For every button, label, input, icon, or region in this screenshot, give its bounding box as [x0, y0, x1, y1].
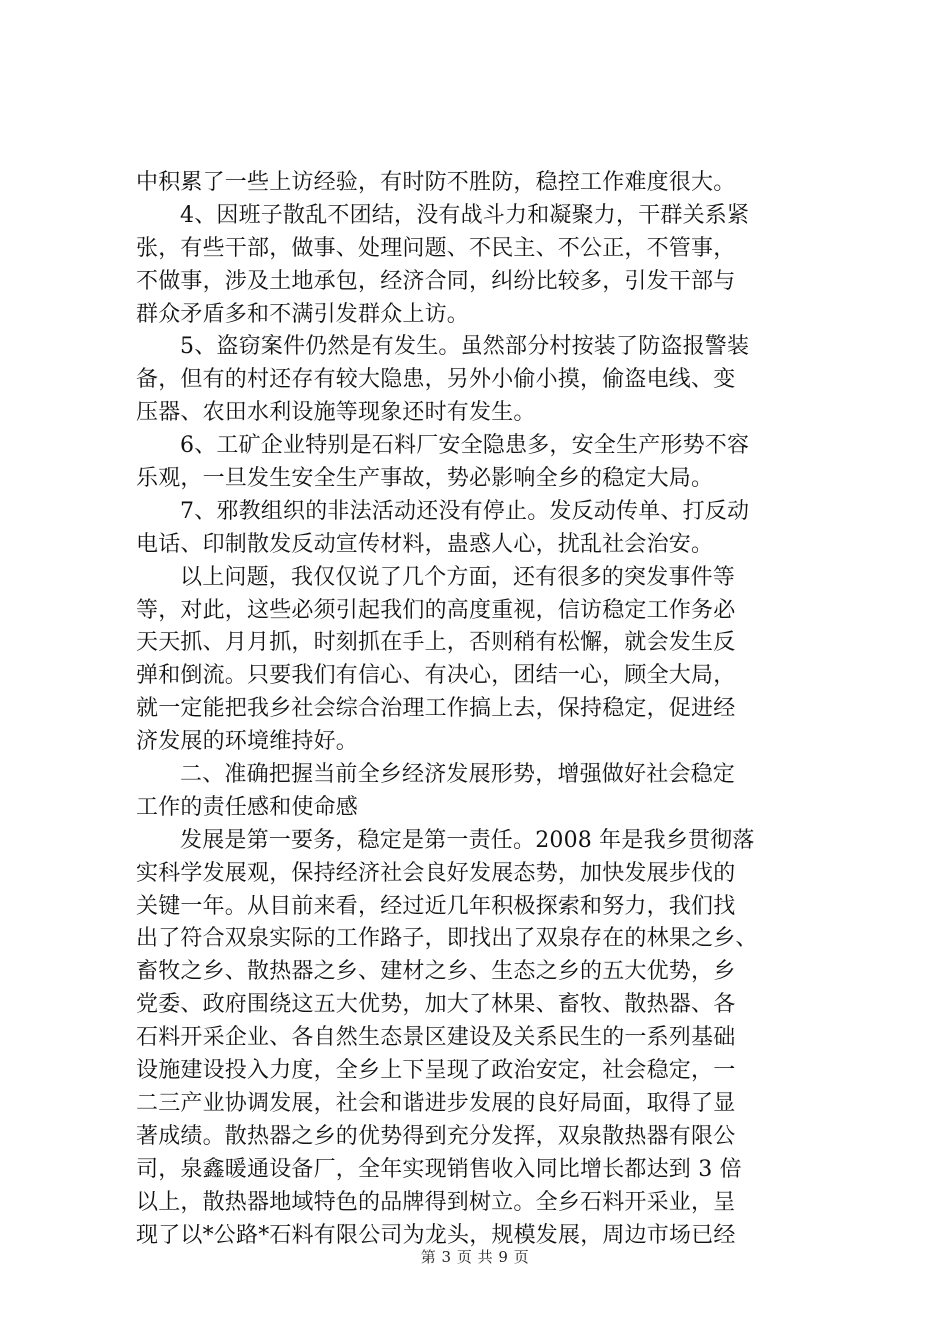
text-line: 不做事，涉及土地承包，经济合同，纠纷比较多，引发干部与: [136, 268, 736, 294]
text-line: 司，泉鑫暖通设备厂，全年实现销售收入同比增长都达到 3 倍: [136, 1156, 742, 1182]
text-line: 发展是第一要务，稳定是第一责任。2008 年是我乡贯彻落: [180, 827, 755, 853]
text-line: 就一定能把我乡社会综合治理工作搞上去，保持稳定，促进经: [136, 696, 736, 722]
text-line: 张，有些干部，做事、处理问题、不民主、不公正，不管事，: [136, 235, 736, 261]
text-line: 以上，散热器地域特色的品牌得到树立。全乡石料开采业，呈: [136, 1189, 736, 1215]
text-line: 5、盗窃案件仍然是有发生。虽然部分村按装了防盗报警装: [180, 334, 750, 360]
text-line: 群众矛盾多和不满引发群众上访。: [136, 301, 470, 327]
text-line: 现了以*公路*石料有限公司为龙头，规模发展，周边市场已经: [136, 1222, 736, 1248]
text-line: 电话、印制散发反动宣传材料，蛊惑人心，扰乱社会治安。: [136, 531, 714, 557]
text-line: 实科学发展观，保持经济社会良好发展态势，加快发展步伐的: [136, 860, 736, 886]
text-line: 乐观，一旦发生安全生产事故，势必影响全乡的稳定大局。: [136, 466, 714, 492]
text-line: 以上问题，我仅仅说了几个方面，还有很多的突发事件等: [180, 564, 736, 590]
page-footer: 第 3 页 共 9 页: [420, 1248, 530, 1266]
text-line: 压器、农田水利设施等现象还时有发生。: [136, 400, 536, 426]
text-line: 石料开采企业、各自然生态景区建设及关系民生的一系列基础: [136, 1025, 736, 1051]
text-line: 出了符合双泉实际的工作路子，即找出了双泉存在的林果之乡、: [136, 926, 758, 952]
text-line: 等，对此，这些必须引起我们的高度重视，信访稳定工作务必: [136, 597, 736, 623]
text-line: 备，但有的村还存有较大隐患，另外小偷小摸，偷盗电线、变: [136, 367, 736, 393]
text-line: 畜牧之乡、散热器之乡、建材之乡、生态之乡的五大优势，乡: [136, 959, 736, 985]
text-line: 7、邪教组织的非法活动还没有停止。发反动传单、打反动: [180, 498, 750, 524]
text-line: 4、因班子散乱不团结，没有战斗力和凝聚力，干群关系紧: [180, 202, 750, 228]
text-line: 著成绩。散热器之乡的优势得到充分发挥，双泉散热器有限公: [136, 1123, 736, 1149]
text-line: 中积累了一些上访经验，有时防不胜防，稳控工作难度很大。: [136, 170, 736, 195]
text-line: 关键一年。从目前来看，经过近几年积极探索和努力，我们找: [136, 893, 736, 919]
text-line: 天天抓、月月抓，时刻抓在手上，否则稍有松懈，就会发生反: [136, 630, 736, 656]
text-line: 二、准确把握当前全乡经济发展形势，增强做好社会稳定: [180, 762, 736, 788]
text-line: 工作的责任感和使命感: [136, 794, 359, 820]
text-line: 济发展的环境维持好。: [136, 729, 359, 755]
text-line: 二三产业协调发展，社会和谐进步发展的良好局面，取得了显: [136, 1090, 736, 1116]
text-line: 党委、政府围绕这五大优势，加大了林果、畜牧、散热器、各: [136, 992, 736, 1018]
document-body: [136, 167, 832, 1252]
text-line: 6、工矿企业特别是石料厂安全隐患多，安全生产形势不容: [180, 433, 750, 459]
text-line: 弹和倒流。只要我们有信心、有决心，团结一心，顾全大局，: [136, 663, 736, 689]
text-line: 设施建设投入力度，全乡上下呈现了政治安定，社会稳定，一: [136, 1058, 736, 1084]
